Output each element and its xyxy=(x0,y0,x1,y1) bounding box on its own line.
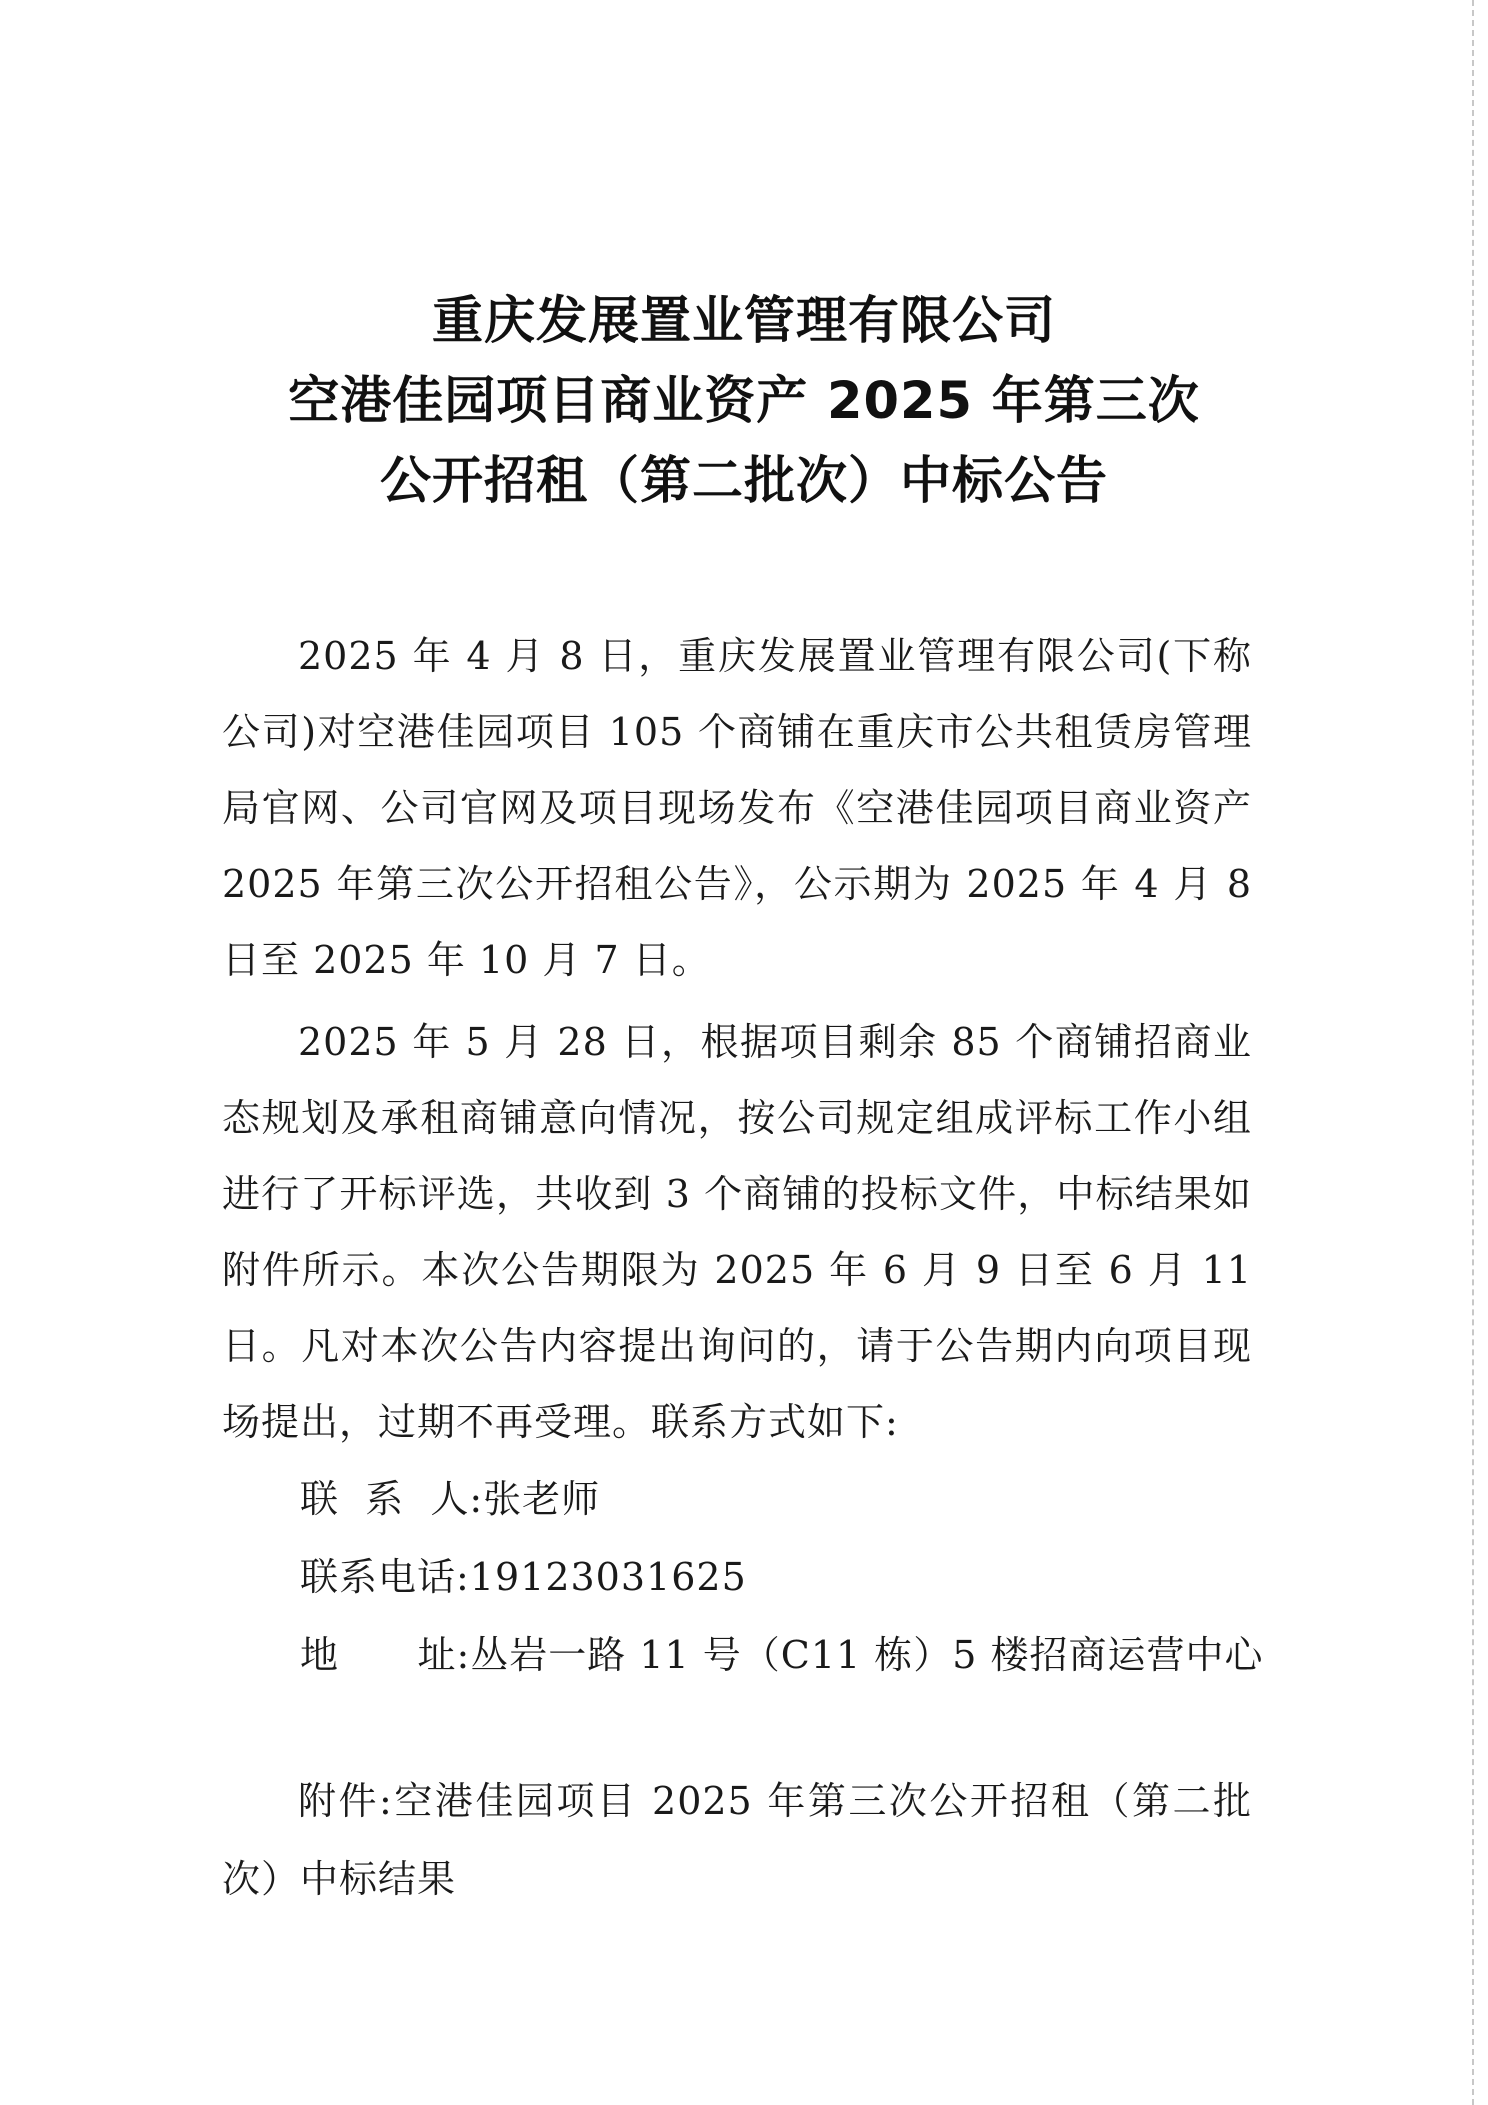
contact-person: 联 系 人:张老师 xyxy=(300,1477,601,1521)
title-line-1: 重庆发展置业管理有限公司 xyxy=(431,292,1056,351)
contact-phone: 联系电话:19123031625 xyxy=(300,1555,747,1599)
contact-info xyxy=(300,1460,1264,1694)
paragraph-result: 2025 年 5 月 28 日，根据项目剩余 85 个商铺招商业态规划及承租商铺意向情况，按公司规定组成评标工作小组进行了开标评选，共收到 3 个商铺的投标文件，中标结果如附件所示。本次公告期限为 2025 年 6 月 9 日至 6 月 11 日。凡对本次公告内容提出询问的，请于公告期内向项目现场提出，过期不再受理。联系方式如下: xyxy=(222,1020,1252,1444)
attachment-note: 附件:空港佳园项目 2025 年第三次公开招租（第二批次）中标结果 xyxy=(222,1779,1252,1901)
document-title xyxy=(0,282,1488,522)
document-body xyxy=(222,618,1252,1460)
title-line-3: 公开招租（第二批次）中标公告 xyxy=(379,452,1108,511)
contact-address: 地 址:丛岩一路 11 号（C11 栋）5 楼招商运营中心 xyxy=(300,1633,1264,1677)
paragraph-announcement: 2025 年 4 月 8 日，重庆发展置业管理有限公司(下称公司)对空港佳园项目 105 个商铺在重庆市公共租赁房管理局官网、公司官网及项目现场发布《空港佳园项目商业资产 2025 年第三次公开招租公告》，公示期为 2025 年 4 月 8 日至 2025 年 10 月 7 日。 xyxy=(222,634,1252,982)
title-line-2: 空港佳园项目商业资产 2025 年第三次 xyxy=(288,372,1200,431)
